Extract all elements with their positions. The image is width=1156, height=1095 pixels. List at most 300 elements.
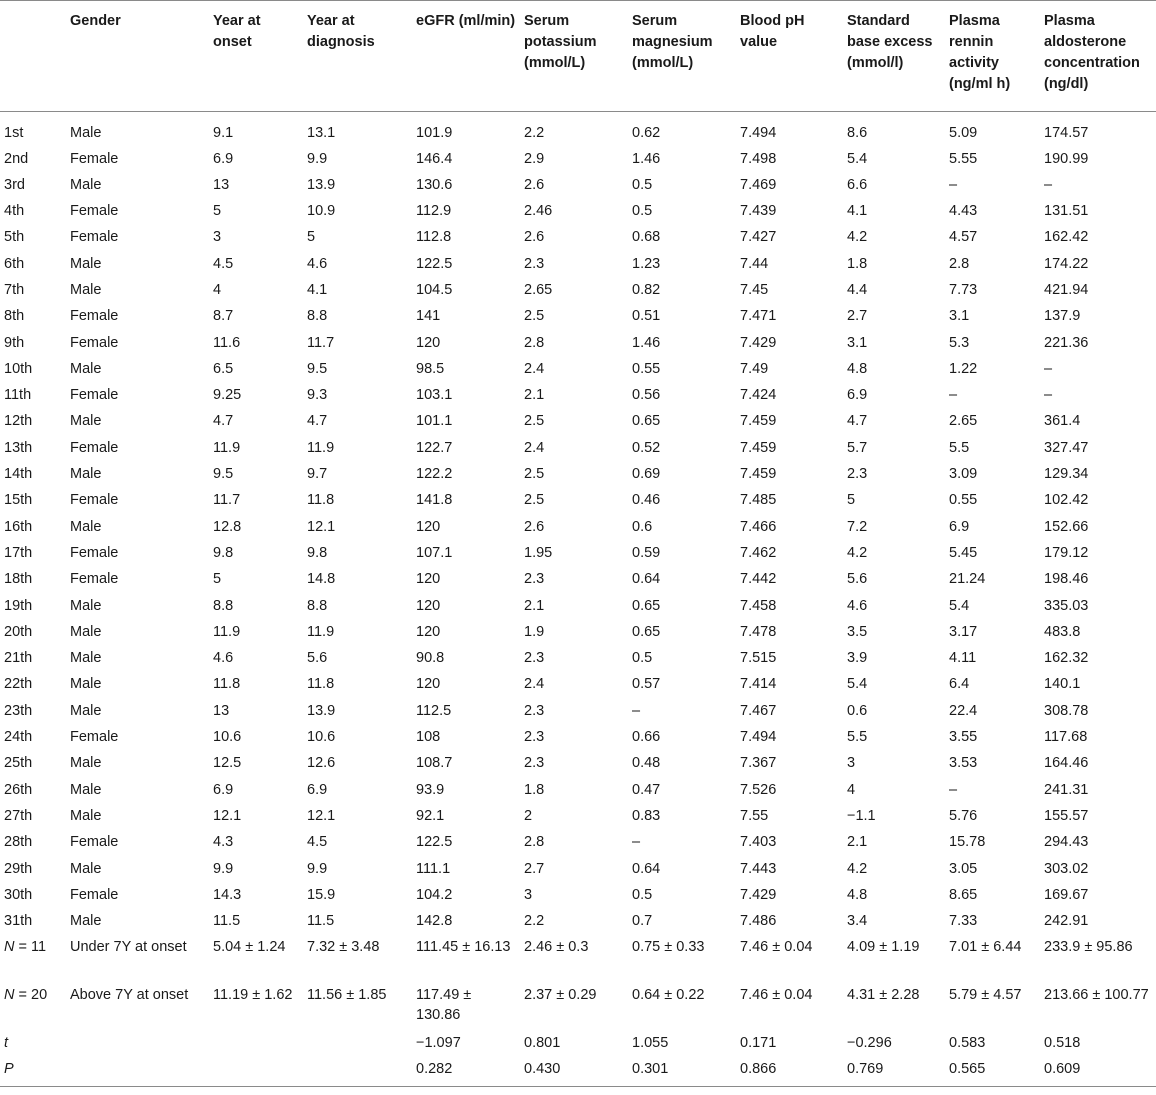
cell-gender: Female bbox=[70, 229, 119, 246]
cell-plasma-aldosterone: 155.57 bbox=[1044, 807, 1089, 824]
cell-egfr: 120 bbox=[416, 676, 441, 693]
cell-year-at-onset: 12.5 bbox=[213, 755, 242, 772]
cell-row-label: 13th bbox=[4, 439, 33, 456]
cell-egfr: 108.7 bbox=[416, 755, 453, 772]
cell-year-at-diagnosis: 9.7 bbox=[307, 466, 328, 483]
cell-year-at-diagnosis: 7.32 ± 3.48 bbox=[307, 939, 380, 956]
cell-plasma-aldosterone: 242.91 bbox=[1044, 913, 1089, 930]
cell-serum-magnesium: – bbox=[632, 834, 641, 851]
cell-plasma-aldosterone: 174.22 bbox=[1044, 255, 1089, 272]
cell-plasma-aldosterone: 164.46 bbox=[1044, 755, 1089, 772]
cell-row-label: 2nd bbox=[4, 150, 29, 167]
column-header-plasma-renin-activity: Plasma rennin activity (ng/ml h) bbox=[945, 1, 1040, 112]
cell-row-label: 1st bbox=[4, 125, 24, 141]
cell-gender: Above 7Y at onset bbox=[70, 987, 189, 1004]
cell-plasma-renin-activity: 3.53 bbox=[949, 755, 978, 772]
cell-year-at-onset: 6.9 bbox=[213, 150, 234, 167]
cell-year-at-onset: 10.6 bbox=[213, 729, 242, 746]
cell-gender: Male bbox=[70, 650, 102, 667]
cell-gender: Male bbox=[70, 518, 102, 535]
cell-blood-ph: 7.424 bbox=[740, 387, 777, 404]
table-row bbox=[0, 514, 1156, 540]
cell-serum-potassium: 2.8 bbox=[524, 834, 545, 851]
table-row bbox=[0, 803, 1156, 829]
cell-year-at-onset: 4 bbox=[213, 281, 222, 298]
column-header-serum-magnesium: Serum magnesium (mmol/L) bbox=[628, 1, 736, 112]
cell-standard-base-excess: 4.2 bbox=[847, 544, 868, 561]
cell-plasma-aldosterone: 361.4 bbox=[1044, 413, 1081, 430]
cell-year-at-onset: 9.9 bbox=[213, 860, 234, 877]
cell-serum-potassium: 2.9 bbox=[524, 150, 545, 167]
cell-egfr: 146.4 bbox=[416, 150, 453, 167]
cell-blood-ph: 7.45 bbox=[740, 281, 769, 298]
cell-serum-potassium: 2.46 bbox=[524, 203, 553, 220]
cell-egfr: 112.9 bbox=[416, 203, 452, 220]
cell-serum-potassium: 2.6 bbox=[524, 176, 545, 193]
cell-serum-potassium: 1.8 bbox=[524, 781, 545, 798]
cell-serum-magnesium: 0.55 bbox=[632, 360, 661, 377]
cell-serum-magnesium: 0.65 bbox=[632, 413, 661, 430]
cell-year-at-onset: 11.5 bbox=[213, 913, 241, 930]
cell-plasma-aldosterone: 129.34 bbox=[1044, 466, 1089, 483]
cell-blood-ph: 7.443 bbox=[740, 860, 777, 877]
cell-year-at-diagnosis: 5 bbox=[307, 229, 316, 246]
cell-blood-ph: 7.478 bbox=[740, 623, 777, 640]
cell-year-at-diagnosis: 11.8 bbox=[307, 492, 335, 509]
cell-gender: Female bbox=[70, 571, 119, 588]
cell-plasma-aldosterone: 421.94 bbox=[1044, 281, 1089, 298]
cell-plasma-renin-activity: 4.11 bbox=[949, 650, 977, 667]
cell-plasma-renin-activity: – bbox=[949, 781, 958, 798]
cell-plasma-aldosterone: 169.67 bbox=[1044, 886, 1089, 903]
cell-plasma-aldosterone: – bbox=[1044, 387, 1053, 404]
stat-row bbox=[0, 1030, 1156, 1056]
cell-egfr: 120 bbox=[416, 597, 441, 614]
cell-egfr: 117.49 ± 130.86 bbox=[416, 987, 472, 1024]
cell-row-label: 28th bbox=[4, 834, 33, 851]
cell-standard-base-excess: 8.6 bbox=[847, 125, 868, 141]
cell-plasma-aldosterone: 483.8 bbox=[1044, 623, 1081, 640]
cell-plasma-aldosterone: 162.42 bbox=[1044, 229, 1089, 246]
cell-year-at-onset: 5.04 ± 1.24 bbox=[213, 939, 286, 956]
cell-serum-magnesium: 0.46 bbox=[632, 492, 661, 509]
cell-gender: Male bbox=[70, 755, 102, 772]
cell-blood-ph: 7.442 bbox=[740, 571, 777, 588]
cell-row-label: 22th bbox=[4, 676, 33, 693]
table-row bbox=[0, 198, 1156, 224]
cell-year-at-onset: 13 bbox=[213, 702, 230, 719]
cell-gender: Female bbox=[70, 729, 119, 746]
cell-serum-potassium: 2.6 bbox=[524, 518, 545, 535]
cell-plasma-renin-activity: 7.73 bbox=[949, 281, 978, 298]
cell-standard-base-excess: 3.5 bbox=[847, 623, 868, 640]
cell-egfr: 90.8 bbox=[416, 650, 445, 667]
cell-plasma-aldosterone: – bbox=[1044, 176, 1053, 193]
cell-gender: Female bbox=[70, 886, 119, 903]
cell-blood-ph: 7.459 bbox=[740, 439, 777, 456]
cell-plasma-renin-activity: 5.09 bbox=[949, 125, 978, 141]
cell-year-at-onset: 9.1 bbox=[213, 125, 234, 141]
cell-year-at-diagnosis: 9.9 bbox=[307, 150, 328, 167]
cell-standard-base-excess: 2.7 bbox=[847, 308, 868, 325]
cell-gender bbox=[66, 1030, 209, 1056]
table-row bbox=[0, 356, 1156, 382]
cell-egfr: 112.8 bbox=[416, 229, 452, 246]
column-header-year-at-diagnosis: Year at diagnosis bbox=[303, 1, 412, 112]
cell-blood-ph: 7.427 bbox=[740, 229, 777, 246]
column-header-standard-base-excess: Standard base excess (mmol/l) bbox=[843, 1, 945, 112]
cell-blood-ph: 7.462 bbox=[740, 544, 777, 561]
cell-plasma-renin-activity: 3.55 bbox=[949, 729, 978, 746]
cell-gender: Female bbox=[70, 334, 119, 351]
cell-standard-base-excess: 4.8 bbox=[847, 886, 868, 903]
cell-year-at-diagnosis: 11.9 bbox=[307, 623, 335, 640]
table-row bbox=[0, 829, 1156, 855]
cell-plasma-renin-activity: 3.09 bbox=[949, 466, 978, 483]
table-body bbox=[0, 112, 1156, 1087]
cell-plasma-aldosterone: 174.57 bbox=[1044, 125, 1089, 141]
cell-serum-magnesium: 0.5 bbox=[632, 203, 653, 220]
cell-year-at-onset bbox=[209, 1030, 303, 1056]
cell-serum-magnesium: 0.64 ± 0.22 bbox=[632, 987, 705, 1004]
cell-row-label: 21th bbox=[4, 650, 33, 667]
cell-egfr: 93.9 bbox=[416, 781, 445, 798]
cell-plasma-aldosterone: 0.518 bbox=[1044, 1035, 1081, 1052]
cell-standard-base-excess: 2.1 bbox=[847, 834, 868, 851]
cell-serum-potassium: 2.3 bbox=[524, 755, 545, 772]
cell-year-at-onset bbox=[209, 1056, 303, 1086]
cell-plasma-renin-activity: 3.05 bbox=[949, 860, 978, 877]
cell-plasma-renin-activity: 0.565 bbox=[945, 1056, 1040, 1086]
cell-year-at-diagnosis: 11.8 bbox=[307, 676, 335, 693]
cell-egfr: 101.1 bbox=[416, 413, 453, 430]
cell-standard-base-excess: 5.4 bbox=[847, 676, 868, 693]
cell-year-at-diagnosis: 12.6 bbox=[307, 755, 336, 772]
cell-serum-potassium: 2.3 bbox=[524, 255, 545, 272]
cell-plasma-renin-activity: 5.79 ± 4.57 bbox=[949, 987, 1022, 1004]
cell-row-label: 29th bbox=[4, 860, 33, 877]
cell-year-at-onset: 9.8 bbox=[213, 544, 234, 561]
cell-standard-base-excess: 5.6 bbox=[847, 571, 868, 588]
cell-row-label: 7th bbox=[4, 281, 25, 298]
cell-plasma-aldosterone: 198.46 bbox=[1044, 571, 1089, 588]
cell-row-label: N = 11 bbox=[4, 939, 47, 956]
cell-standard-base-excess: 3.1 bbox=[847, 334, 868, 351]
cell-serum-magnesium: 0.82 bbox=[632, 281, 661, 298]
cell-serum-potassium: 0.430 bbox=[520, 1056, 628, 1086]
cell-serum-magnesium: 0.62 bbox=[632, 125, 661, 141]
cell-blood-ph: 7.55 bbox=[740, 807, 769, 824]
table-header bbox=[0, 1, 1156, 112]
cell-plasma-renin-activity: 2.65 bbox=[949, 413, 978, 430]
cell-plasma-renin-activity: 0.55 bbox=[949, 492, 978, 509]
table-row bbox=[0, 777, 1156, 803]
cell-row-label: 10th bbox=[4, 360, 33, 377]
cell-blood-ph: 7.459 bbox=[740, 413, 777, 430]
cell-year-at-onset: 4.3 bbox=[213, 834, 234, 851]
cell-gender: Male bbox=[70, 125, 102, 141]
cell-serum-magnesium: 1.46 bbox=[632, 334, 661, 351]
table-row bbox=[0, 566, 1156, 592]
cell-serum-magnesium: 0.68 bbox=[632, 229, 661, 246]
table-row bbox=[0, 330, 1156, 356]
cell-egfr: 104.5 bbox=[416, 281, 453, 298]
cell-year-at-onset: 11.9 bbox=[213, 623, 241, 640]
cell-blood-ph: 7.458 bbox=[740, 597, 777, 614]
cell-serum-magnesium: 0.7 bbox=[632, 913, 653, 930]
cell-serum-potassium: 2.1 bbox=[524, 387, 545, 404]
cell-standard-base-excess: 0.769 bbox=[843, 1056, 945, 1086]
cell-plasma-renin-activity: 2.8 bbox=[949, 255, 970, 272]
cell-egfr: 101.9 bbox=[416, 125, 453, 141]
cell-year-at-onset: 8.8 bbox=[213, 597, 234, 614]
cell-row-label: 26th bbox=[4, 781, 33, 798]
cell-gender: Female bbox=[70, 150, 119, 167]
cell-blood-ph: 7.466 bbox=[740, 518, 777, 535]
cell-plasma-renin-activity: 22.4 bbox=[949, 702, 978, 719]
table-row bbox=[0, 671, 1156, 697]
cell-year-at-onset: 12.1 bbox=[213, 807, 242, 824]
cell-year-at-diagnosis: 10.6 bbox=[307, 729, 336, 746]
cell-standard-base-excess: 6.6 bbox=[847, 176, 868, 193]
stat-row bbox=[0, 1056, 1156, 1086]
cell-plasma-aldosterone: 308.78 bbox=[1044, 702, 1089, 719]
cell-serum-magnesium: 0.64 bbox=[632, 860, 661, 877]
cell-serum-potassium: 2.8 bbox=[524, 334, 545, 351]
cell-year-at-diagnosis: 11.5 bbox=[307, 913, 335, 930]
cell-serum-magnesium: 1.23 bbox=[632, 255, 661, 272]
table-row bbox=[0, 724, 1156, 750]
cell-plasma-aldosterone: 221.36 bbox=[1044, 334, 1089, 351]
cell-row-label: 15th bbox=[4, 492, 33, 509]
cell-year-at-diagnosis: 14.8 bbox=[307, 571, 336, 588]
cell-year-at-diagnosis: 10.9 bbox=[307, 203, 336, 220]
cell-serum-potassium: 2.6 bbox=[524, 229, 545, 246]
cell-standard-base-excess: 4 bbox=[847, 781, 856, 798]
cell-serum-magnesium: 0.59 bbox=[632, 544, 661, 561]
cell-standard-base-excess: 3 bbox=[847, 755, 856, 772]
cell-plasma-aldosterone: – bbox=[1044, 360, 1053, 377]
column-header-gender: Gender bbox=[66, 1, 209, 112]
cell-plasma-aldosterone: 233.9 ± 95.86 bbox=[1044, 939, 1133, 956]
cell-gender: Male bbox=[70, 281, 102, 298]
cell-serum-potassium: 2.5 bbox=[524, 466, 545, 483]
cell-serum-magnesium: 1.055 bbox=[632, 1035, 669, 1052]
cell-standard-base-excess: 3.9 bbox=[847, 650, 868, 667]
cell-egfr: 122.5 bbox=[416, 834, 453, 851]
cell-serum-magnesium: 0.51 bbox=[632, 308, 661, 325]
cell-year-at-diagnosis: 11.9 bbox=[307, 439, 335, 456]
cell-row-label: 16th bbox=[4, 518, 33, 535]
cell-gender: Male bbox=[70, 623, 102, 640]
cell-row-label: 27th bbox=[4, 807, 33, 824]
cell-year-at-diagnosis: 11.7 bbox=[307, 334, 335, 351]
cell-plasma-renin-activity: 7.01 ± 6.44 bbox=[949, 939, 1022, 956]
cell-gender: Male bbox=[70, 702, 102, 719]
cell-plasma-aldosterone: 152.66 bbox=[1044, 518, 1089, 535]
cell-standard-base-excess: 4.7 bbox=[847, 413, 868, 430]
cell-plasma-aldosterone: 190.99 bbox=[1044, 150, 1089, 167]
cell-plasma-aldosterone: 294.43 bbox=[1044, 834, 1089, 851]
cell-gender: Male bbox=[70, 781, 102, 798]
cell-serum-magnesium: 0.64 bbox=[632, 571, 661, 588]
cell-year-at-onset: 11.8 bbox=[213, 676, 241, 693]
cell-year-at-diagnosis: 15.9 bbox=[307, 886, 336, 903]
cell-standard-base-excess: 4.8 bbox=[847, 360, 868, 377]
table-row bbox=[0, 303, 1156, 329]
cell-standard-base-excess: 6.9 bbox=[847, 387, 868, 404]
cell-gender: Female bbox=[70, 439, 119, 456]
cell-year-at-diagnosis: 4.6 bbox=[307, 255, 328, 272]
cell-blood-ph: 7.469 bbox=[740, 176, 777, 193]
table-row bbox=[0, 593, 1156, 619]
cell-plasma-aldosterone: 179.12 bbox=[1044, 544, 1089, 561]
cell-standard-base-excess: −0.296 bbox=[847, 1035, 892, 1052]
cell-serum-potassium: 2.7 bbox=[524, 860, 545, 877]
cell-standard-base-excess: 4.2 bbox=[847, 860, 868, 877]
cell-egfr: 107.1 bbox=[416, 544, 453, 561]
cell-blood-ph: 7.367 bbox=[740, 755, 777, 772]
cell-standard-base-excess: 4.09 ± 1.19 bbox=[847, 939, 920, 956]
cell-row-label: 4th bbox=[4, 203, 25, 220]
cell-standard-base-excess: −1.1 bbox=[847, 807, 876, 824]
table-row bbox=[0, 461, 1156, 487]
cell-year-at-diagnosis: 8.8 bbox=[307, 597, 328, 614]
cell-plasma-renin-activity: 1.22 bbox=[949, 360, 978, 377]
cell-year-at-onset: 11.19 ± 1.62 bbox=[213, 987, 293, 1004]
cell-serum-potassium: 2.3 bbox=[524, 650, 545, 667]
cell-row-label: 31th bbox=[4, 913, 33, 930]
cell-blood-ph: 0.866 bbox=[736, 1056, 843, 1086]
cell-year-at-onset: 9.5 bbox=[213, 466, 234, 483]
cell-serum-potassium: 2.65 bbox=[524, 281, 553, 298]
cell-plasma-aldosterone: 117.68 bbox=[1044, 729, 1088, 746]
cell-blood-ph: 7.403 bbox=[740, 834, 777, 851]
cell-year-at-diagnosis: 13.9 bbox=[307, 702, 336, 719]
cell-serum-magnesium: 0.57 bbox=[632, 676, 661, 693]
cell-standard-base-excess: 0.6 bbox=[847, 702, 868, 719]
cell-egfr: 130.6 bbox=[416, 176, 453, 193]
cell-serum-potassium: 1.9 bbox=[524, 623, 545, 640]
cell-serum-magnesium: 1.46 bbox=[632, 150, 661, 167]
cell-serum-potassium: 2.2 bbox=[524, 913, 545, 930]
cell-plasma-renin-activity: 5.4 bbox=[949, 597, 970, 614]
cell-standard-base-excess: 4.4 bbox=[847, 281, 868, 298]
table-row bbox=[0, 146, 1156, 172]
cell-plasma-aldosterone: 162.32 bbox=[1044, 650, 1089, 667]
cell-gender: Male bbox=[70, 597, 102, 614]
cell-serum-potassium: 2.1 bbox=[524, 597, 545, 614]
cell-serum-potassium: 2.37 ± 0.29 bbox=[524, 987, 597, 1004]
cell-standard-base-excess: 4.31 ± 2.28 bbox=[847, 987, 920, 1004]
cell-serum-magnesium: 0.56 bbox=[632, 387, 661, 404]
cell-serum-potassium: 3 bbox=[524, 886, 533, 903]
cell-year-at-diagnosis: 13.1 bbox=[307, 125, 336, 141]
cell-plasma-aldosterone: 335.03 bbox=[1044, 597, 1089, 614]
cell-serum-potassium: 2 bbox=[524, 807, 533, 824]
cell-gender: Male bbox=[70, 466, 102, 483]
cell-egfr: 120 bbox=[416, 623, 441, 640]
cell-row-label: 17th bbox=[4, 544, 33, 561]
cell-blood-ph: 7.439 bbox=[740, 203, 777, 220]
cell-serum-magnesium: 0.5 bbox=[632, 886, 653, 903]
cell-blood-ph: 7.471 bbox=[740, 308, 777, 325]
cell-standard-base-excess: 5.5 bbox=[847, 729, 868, 746]
table-row bbox=[0, 408, 1156, 434]
table-row bbox=[0, 487, 1156, 513]
cell-serum-potassium: 2.3 bbox=[524, 702, 545, 719]
cell-gender: Under 7Y at onset bbox=[70, 939, 187, 956]
summary-row bbox=[0, 982, 1156, 1030]
cell-plasma-renin-activity: 3.1 bbox=[949, 308, 970, 325]
cell-blood-ph: 7.526 bbox=[740, 781, 777, 798]
column-header-egfr: eGFR (ml/min) bbox=[412, 1, 520, 112]
cell-serum-potassium: 2.2 bbox=[524, 125, 545, 141]
table-row bbox=[0, 435, 1156, 461]
cell-row-label: t bbox=[4, 1035, 9, 1052]
cell-row-label: 8th bbox=[4, 308, 25, 325]
cell-gender: Male bbox=[70, 860, 102, 877]
cell-gender: Male bbox=[70, 413, 102, 430]
table-row bbox=[0, 619, 1156, 645]
cell-gender: Female bbox=[70, 203, 119, 220]
cell-blood-ph: 7.49 bbox=[740, 360, 769, 377]
cell-gender: Male bbox=[70, 255, 102, 272]
cell-year-at-onset: 11.7 bbox=[213, 492, 241, 509]
column-header-row-label bbox=[0, 1, 66, 112]
cell-year-at-onset: 6.5 bbox=[213, 360, 234, 377]
cell-serum-potassium: 2.5 bbox=[524, 308, 545, 325]
table-row bbox=[0, 882, 1156, 908]
cell-year-at-diagnosis: 12.1 bbox=[307, 518, 336, 535]
cell-year-at-diagnosis: 6.9 bbox=[307, 781, 328, 798]
cell-gender: Female bbox=[70, 834, 119, 851]
cell-year-at-diagnosis bbox=[303, 1030, 412, 1056]
cell-plasma-renin-activity: 3.17 bbox=[949, 623, 978, 640]
cell-row-label: 3rd bbox=[4, 176, 25, 193]
cell-serum-magnesium: 0.301 bbox=[628, 1056, 736, 1086]
cell-standard-base-excess: 3.4 bbox=[847, 913, 868, 930]
cell-blood-ph: 7.429 bbox=[740, 886, 777, 903]
cell-year-at-onset: 4.6 bbox=[213, 650, 234, 667]
cell-year-at-diagnosis: 9.5 bbox=[307, 360, 328, 377]
cell-year-at-onset: 12.8 bbox=[213, 518, 242, 535]
cell-egfr: 0.282 bbox=[412, 1056, 520, 1086]
cell-blood-ph: 7.429 bbox=[740, 334, 777, 351]
cell-plasma-aldosterone: 137.9 bbox=[1044, 308, 1081, 325]
cell-plasma-aldosterone: 241.31 bbox=[1044, 781, 1089, 798]
cell-egfr: 122.5 bbox=[416, 255, 453, 272]
cell-year-at-onset: 11.9 bbox=[213, 439, 241, 456]
cell-year-at-diagnosis: 4.5 bbox=[307, 834, 328, 851]
cell-standard-base-excess: 5.4 bbox=[847, 150, 868, 167]
cell-egfr: 120 bbox=[416, 334, 441, 351]
table-row bbox=[0, 698, 1156, 724]
cell-plasma-renin-activity: 5.3 bbox=[949, 334, 970, 351]
table-row bbox=[0, 112, 1156, 146]
cell-serum-potassium: 0.801 bbox=[524, 1035, 561, 1052]
cell-serum-potassium: 2.46 ± 0.3 bbox=[524, 939, 589, 956]
cell-serum-potassium: 2.5 bbox=[524, 413, 545, 430]
cell-egfr: 141 bbox=[416, 308, 441, 325]
cell-plasma-renin-activity: 5.45 bbox=[949, 544, 978, 561]
cell-blood-ph: 7.498 bbox=[740, 150, 777, 167]
cell-egfr: 142.8 bbox=[416, 913, 453, 930]
cell-gender: Male bbox=[70, 176, 102, 193]
cell-year-at-onset: 4.7 bbox=[213, 413, 234, 430]
cell-year-at-diagnosis: 5.6 bbox=[307, 650, 328, 667]
cell-blood-ph: 7.515 bbox=[740, 650, 777, 667]
